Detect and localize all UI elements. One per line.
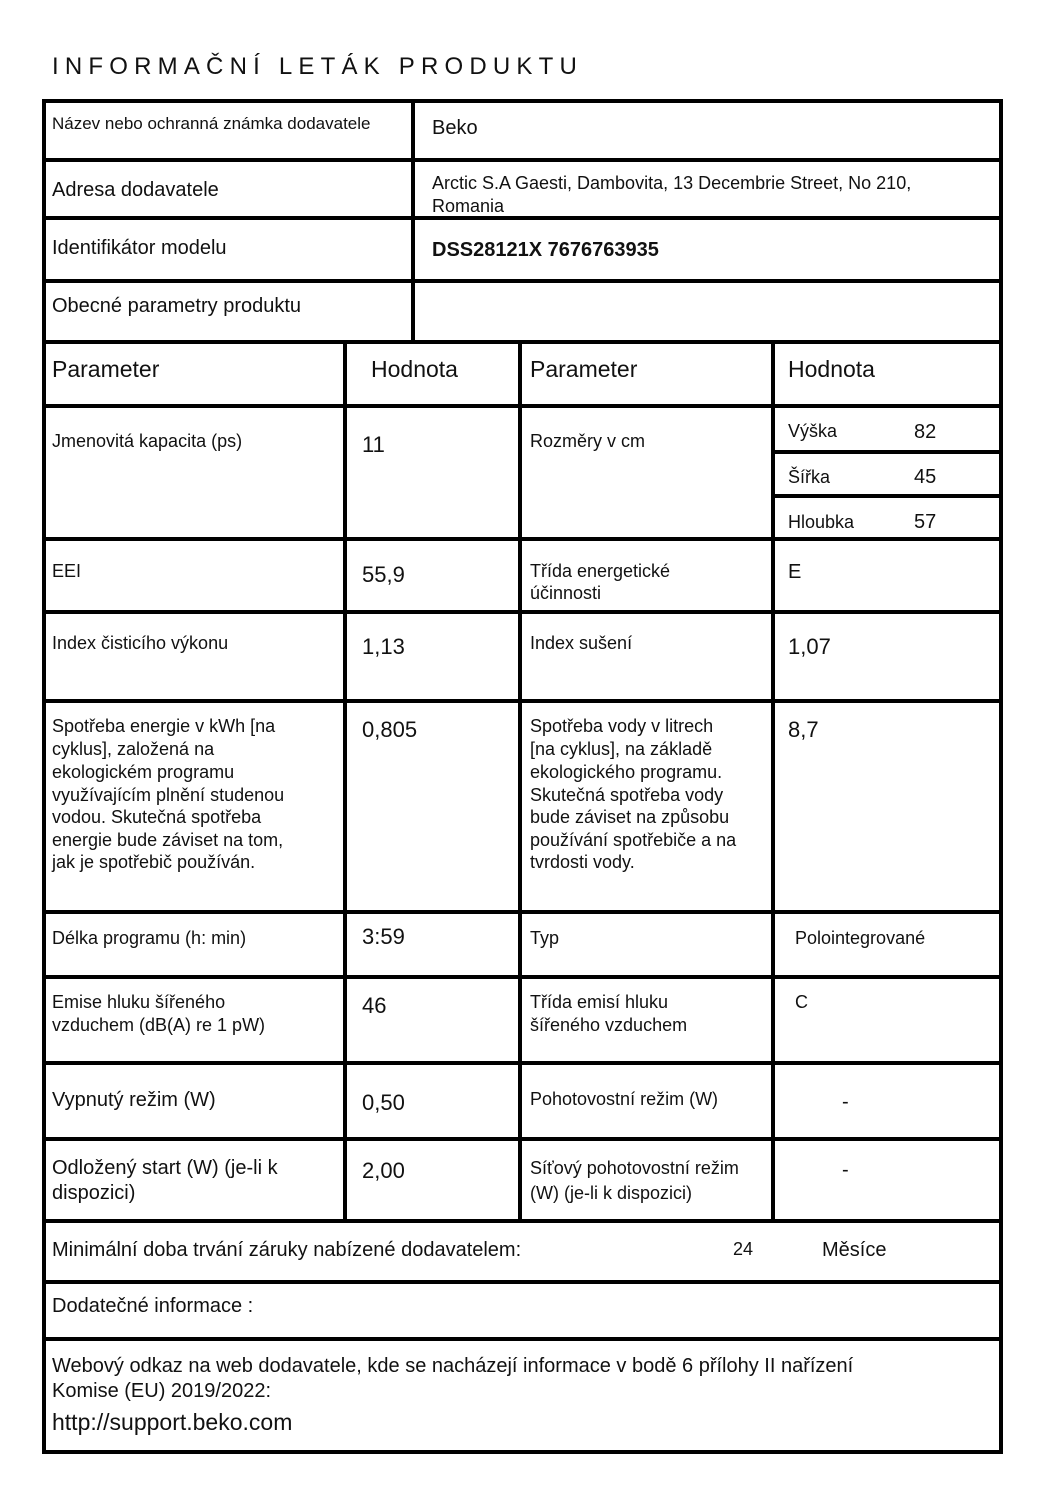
param-networked-standby-line2: (W) (je-li k dispozici) [530, 1183, 692, 1203]
model-id-value: DSS28121X 7676763935 [432, 239, 659, 261]
param-energy-consumption-l7: jak je spotřebič používán. [52, 852, 256, 872]
supplier-address-line2: Romania [432, 196, 505, 216]
dimension-height-label: Výška [788, 421, 838, 441]
row-divider [42, 1061, 1003, 1065]
table-border [42, 99, 46, 1454]
param-energy-consumption-l4: využívajícím plnění studenou [52, 785, 285, 805]
param-delayed-start-line2: dispozici) [52, 1182, 136, 1204]
value-drying-index: 1,07 [788, 634, 831, 659]
value-energy-consumption: 0,805 [362, 717, 418, 742]
param-energy-class-line1: Třída energetické [530, 561, 671, 581]
row-divider [42, 404, 1003, 408]
value-cleaning-index: 1,13 [362, 634, 405, 659]
supplier-address-label: Adresa dodavatele [52, 179, 219, 201]
row-divider [42, 975, 1003, 979]
dimension-depth-value: 57 [914, 511, 937, 533]
value-off-mode: 0,50 [362, 1090, 405, 1115]
row-divider [42, 340, 1003, 344]
weblink-text-line2: Komise (EU) 2019/2022: [52, 1380, 272, 1402]
table-border [42, 99, 1003, 103]
header-parameter-left: Parameter [52, 356, 160, 382]
document-title: INFORMAČNÍ LETÁK PRODUKTU [52, 53, 584, 80]
row-divider [42, 158, 1003, 162]
value-delayed-start: 2,00 [362, 1158, 405, 1183]
warranty-unit: Měsíce [822, 1239, 887, 1261]
value-type: Polointegrované [795, 928, 926, 948]
param-water-consumption-l5: bude záviset na způsobu [530, 807, 730, 827]
supplier-address-line1: Arctic S.A Gaesti, Dambovita, 13 Decembrie Street, No 210, [432, 173, 912, 193]
value-networked-standby: - [842, 1159, 849, 1181]
value-noise-class: C [795, 992, 808, 1012]
param-noise-emission-line1: Emise hluku šířeného [52, 992, 226, 1012]
param-delayed-start-line1: Odložený start (W) (je-li k [52, 1157, 278, 1179]
param-energy-class-line2: účinnosti [530, 583, 602, 603]
additional-info-label: Dodatečné informace : [52, 1295, 254, 1317]
param-standby-mode: Pohotovostní režim (W) [530, 1089, 719, 1109]
param-drying-index: Index sušení [530, 633, 633, 653]
row-divider [42, 1337, 1003, 1341]
supplier-website-link[interactable]: http://support.beko.com [52, 1409, 293, 1435]
param-noise-class-line1: Třída emisí hluku [530, 992, 669, 1012]
param-type: Typ [530, 928, 560, 948]
warranty-label: Minimální doba trvání záruky nabízené dodavatelem: [52, 1239, 522, 1261]
param-water-consumption-l2: [na cyklus], na základě [530, 739, 713, 759]
param-energy-consumption-l5: vodou. Skutečná spotřeba [52, 807, 262, 827]
param-energy-consumption-l2: cyklus], založená na [52, 739, 215, 759]
row-divider [42, 1219, 1003, 1223]
column-divider [518, 340, 522, 1221]
row-divider [42, 537, 1003, 541]
row-divider [42, 699, 1003, 703]
dimension-width-label: Šířka [788, 467, 831, 487]
value-water-consumption: 8,7 [788, 717, 819, 742]
row-divider [42, 216, 1003, 220]
weblink-text-line1: Webový odkaz na web dodavatele, kde se nacházejí informace v bodě 6 přílohy II nařízení [52, 1355, 854, 1377]
column-divider [343, 340, 347, 1221]
supplier-name-value: Beko [432, 117, 478, 139]
row-divider [42, 1280, 1003, 1284]
param-noise-class-line2: šířeného vzduchem [530, 1015, 688, 1035]
row-divider [42, 1137, 1003, 1141]
param-cleaning-index: Index čisticího výkonu [52, 633, 229, 653]
value-rated-capacity: 11 [362, 432, 385, 457]
param-energy-consumption-l1: Spotřeba energie v kWh [na [52, 716, 276, 736]
value-eei: 55,9 [362, 562, 405, 587]
row-divider [42, 279, 1003, 283]
value-standby-mode: - [842, 1091, 849, 1113]
param-eei: EEI [52, 561, 82, 581]
param-dimensions: Rozměry v cm [530, 431, 646, 451]
param-program-duration: Délka programu (h: min) [52, 928, 247, 948]
row-divider [775, 450, 1003, 454]
param-water-consumption-l6: používání spotřebiče a na [530, 830, 737, 850]
value-energy-class: E [788, 561, 802, 583]
supplier-name-label: Název nebo ochranná známka dodavatele [52, 114, 371, 133]
header-value-right: Hodnota [788, 356, 875, 382]
general-params-label: Obecné parametry produktu [52, 295, 302, 317]
dimension-height-value: 82 [914, 421, 937, 443]
row-divider [42, 910, 1003, 914]
dimension-depth-label: Hloubka [788, 512, 855, 532]
table-border [999, 99, 1003, 1454]
header-value-left: Hodnota [371, 356, 458, 382]
value-noise-emission: 46 [362, 993, 387, 1018]
row-divider [42, 610, 1003, 614]
param-networked-standby-line1: Síťový pohotovostní režim [530, 1158, 739, 1178]
param-water-consumption-l3: ekologického programu. [530, 762, 723, 782]
param-water-consumption-l4: Skutečná spotřeba vody [530, 785, 724, 805]
param-rated-capacity: Jmenovitá kapacita (ps) [52, 431, 243, 451]
column-divider [411, 99, 415, 342]
warranty-value: 24 [733, 1239, 754, 1259]
param-water-consumption-l7: tvrdosti vody. [530, 852, 635, 872]
param-noise-emission-line2: vzduchem (dB(A) re 1 pW) [52, 1015, 266, 1035]
value-program-duration: 3:59 [362, 924, 405, 949]
model-id-label: Identifikátor modelu [52, 237, 227, 259]
row-divider [775, 494, 1003, 498]
column-divider [771, 340, 775, 1221]
header-parameter-right: Parameter [530, 356, 638, 382]
param-energy-consumption-l3: ekologickém programu [52, 762, 235, 782]
table-border [42, 1450, 1003, 1454]
dimension-width-value: 45 [914, 466, 937, 488]
param-water-consumption-l1: Spotřeba vody v litrech [530, 716, 714, 736]
param-energy-consumption-l6: energie bude záviset na tom, [52, 830, 284, 850]
param-off-mode: Vypnutý režim (W) [52, 1089, 216, 1111]
